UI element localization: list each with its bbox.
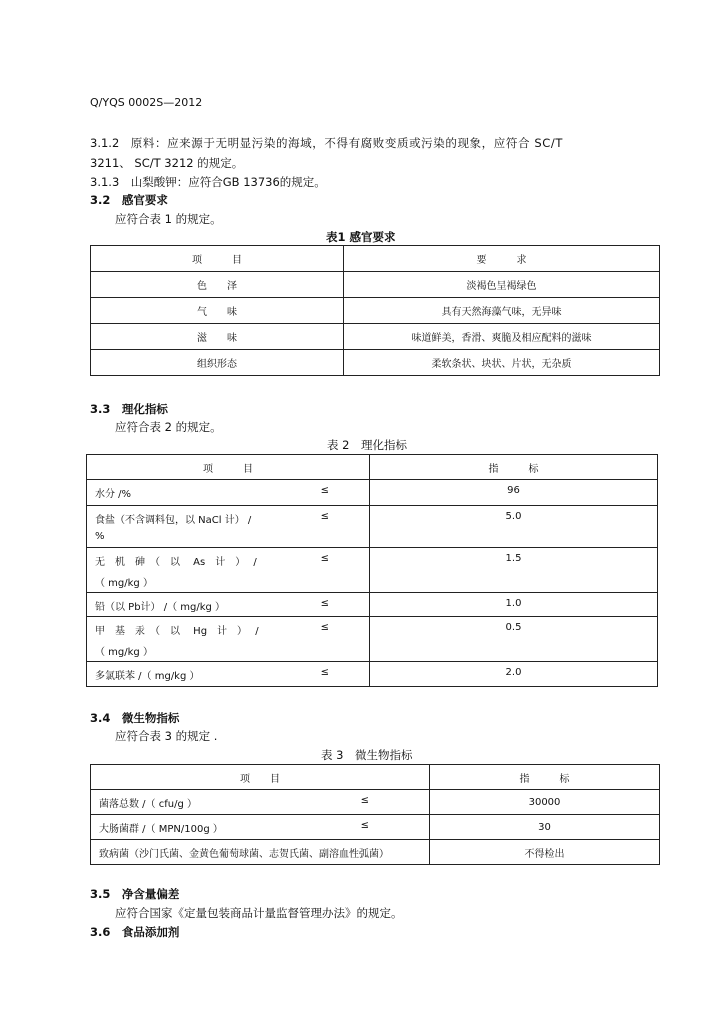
- table3-microbial: [90, 764, 660, 865]
- section-title: 净含量偏差: [121, 887, 180, 901]
- clause-text: 山梨酸钾：应符合GB 13736的规定。: [130, 175, 326, 189]
- section-number: 3.4: [90, 711, 111, 725]
- table2-operator: ≤: [320, 598, 329, 609]
- table1-item: 滋 味: [91, 324, 344, 350]
- table-row: [87, 617, 658, 662]
- table2-operator: ≤: [320, 553, 329, 564]
- document-code: Q/YQS 0002S—2012: [90, 96, 203, 109]
- table2-operator: ≤: [320, 622, 329, 633]
- section-3-4-note: 应符合表 3 的规定 .: [115, 729, 218, 743]
- table-row: [87, 593, 658, 617]
- section-3-5-note: 应符合国家《定量包装商品计量监督管理办法》的规定。: [115, 906, 403, 920]
- table1-item: 色 泽: [91, 272, 344, 298]
- table-row: [91, 815, 660, 840]
- section-3-4-heading: [90, 710, 179, 726]
- table1-item: 组织形态: [91, 350, 344, 376]
- section-number: 3.5: [90, 887, 111, 901]
- table2-value: 96: [370, 480, 658, 506]
- table2-caption: 表 2 理化指标: [327, 438, 407, 452]
- table2-value: 1.5: [370, 548, 658, 593]
- table3-header-value: 指 标: [430, 765, 660, 790]
- table3-item: 大肠菌群 /（ MPN/100g ）: [99, 823, 223, 835]
- section-3-3-heading: [90, 401, 168, 417]
- table3-value: 30: [430, 815, 660, 840]
- table2-value: 1.0: [370, 593, 658, 617]
- table2-item-continued: （ mg/kg ）: [95, 647, 153, 658]
- table2-physicochemical: [86, 454, 658, 687]
- table-row: [91, 790, 660, 815]
- section-3-2-note: 应符合表 1 的规定。: [115, 212, 222, 226]
- table-row: [87, 548, 658, 593]
- table-row: [87, 506, 658, 548]
- table-row: [91, 324, 660, 350]
- table1-requirement: 柔软条状、块状、片状，无杂质: [344, 350, 660, 376]
- table2-operator: ≤: [320, 667, 329, 678]
- clause-3-1-3: [90, 174, 326, 190]
- table1-caption: 表1 感官要求: [326, 230, 396, 244]
- section-3-5-heading: [90, 886, 179, 902]
- section-3-3-note: 应符合表 2 的规定。: [115, 420, 222, 434]
- table2-value: 5.0: [370, 506, 658, 548]
- table-row: [91, 840, 660, 865]
- table3-item: 菌落总数 /（ cfu/g ）: [99, 798, 197, 810]
- section-title: 感官要求: [121, 193, 168, 207]
- table3-operator: ≤: [360, 819, 369, 831]
- table3-operator: ≤: [360, 794, 369, 806]
- table2-header-value: 指 标: [370, 455, 658, 480]
- table2-item: 食盐（不含调料包，以 NaCl 计） /: [95, 515, 252, 526]
- table-row: [87, 662, 658, 687]
- table-row: [91, 350, 660, 376]
- clause-3-1-2: [90, 135, 563, 151]
- section-title: 理化指标: [121, 402, 168, 416]
- section-title: 微生物指标: [121, 711, 180, 725]
- table2-item: 水分 /%: [95, 489, 132, 500]
- table2-item: 铅（以 Pb计） /（ mg/kg ）: [95, 602, 226, 613]
- section-number: 3.3: [90, 402, 111, 416]
- table2-operator: ≤: [320, 511, 329, 522]
- section-3-6-heading: [90, 924, 179, 940]
- table2-item-continued: （ mg/kg ）: [95, 578, 153, 589]
- table3-caption: 表 3 微生物指标: [321, 748, 413, 762]
- section-3-2-heading: [90, 192, 168, 208]
- table3-value: 不得检出: [430, 840, 660, 865]
- clause-text: 原料：应来源于无明显污染的海域，不得有腐败变质或污染的现象，应符合 SC/T: [130, 136, 563, 150]
- table-row: [91, 272, 660, 298]
- table1-requirement: 味道鲜美，香滑、爽脆及相应配料的滋味: [344, 324, 660, 350]
- table2-value: 0.5: [370, 617, 658, 662]
- table2-operator: ≤: [320, 485, 329, 496]
- table2-item: 无 机 砷 （ 以 As 计 ） /: [95, 557, 257, 568]
- section-number: 3.6: [90, 925, 111, 939]
- table1-item: 气 味: [91, 298, 344, 324]
- table1-requirement: 淡褐色呈褐绿色: [344, 272, 660, 298]
- table-row: [87, 480, 658, 506]
- table2-item-continued: %: [95, 531, 105, 542]
- table-row: [91, 298, 660, 324]
- table3-header-item: 项 目: [91, 765, 430, 790]
- table3-item: 致病菌（沙门氏菌、金黄色葡萄球菌、志贺氏菌、副溶血性弧菌）: [99, 848, 389, 860]
- table2-value: 2.0: [370, 662, 658, 687]
- table1-requirement: 具有天然海藻气味，无异味: [344, 298, 660, 324]
- table2-item: 多氯联苯 /（ mg/kg ）: [95, 671, 200, 682]
- table2-header-item: 项 目: [87, 455, 370, 480]
- clause-3-1-2-continued: 3211、 SC/T 3212 的规定。: [90, 156, 244, 170]
- table1-sensory: [90, 245, 660, 376]
- clause-number: 3.1.2: [90, 136, 120, 150]
- table3-value: 30000: [430, 790, 660, 815]
- table1-header-item: 项 目: [91, 246, 344, 272]
- table1-header-requirement: 要 求: [344, 246, 660, 272]
- section-title: 食品添加剂: [121, 925, 180, 939]
- table2-item: 甲 基 汞 （ 以 Hg 计 ） /: [95, 626, 259, 637]
- section-number: 3.2: [90, 193, 111, 207]
- clause-number: 3.1.3: [90, 175, 120, 189]
